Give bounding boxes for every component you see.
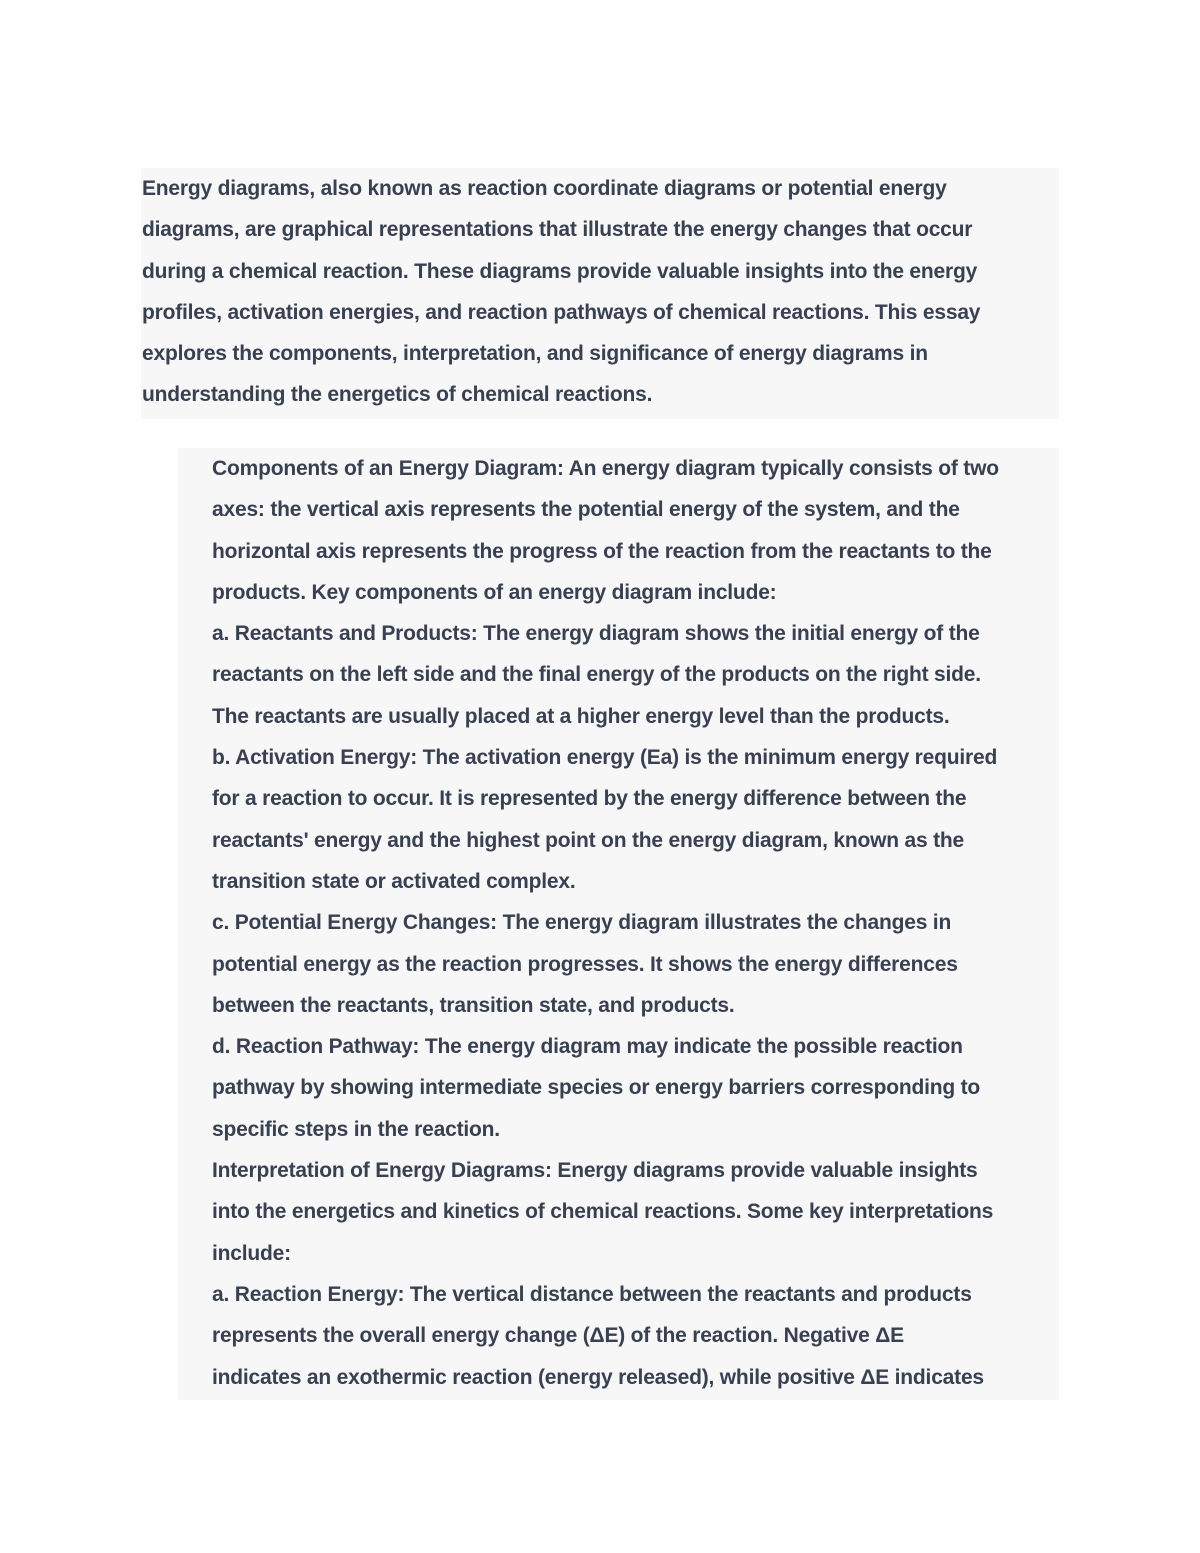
list-line: reactants' energy and the highest point on the energy diagram, known as the xyxy=(212,828,964,852)
list-line: pathway by showing intermediate species or energy barriers corresponding to xyxy=(212,1076,981,1100)
list-line: d. Reaction Pathway: The energy diagram may indicate the possible reaction xyxy=(212,1035,963,1059)
list-line: a. Reactants and Products: The energy diagram shows the initial energy of the xyxy=(212,622,980,646)
list-line: b. Activation Energy: The activation energy (Ea) is the minimum energy required xyxy=(212,746,998,770)
list-line: include: xyxy=(212,1241,291,1265)
list-line: reactants on the left side and the final energy of the products on the right side. xyxy=(212,663,981,687)
indented-list-block xyxy=(178,448,1059,1400)
list-line: indicates an exothermic reaction (energy released), while positive ΔE indicates xyxy=(212,1365,984,1389)
list-line: axes: the vertical axis represents the potential energy of the system, and the xyxy=(212,498,960,522)
list-line: Interpretation of Energy Diagrams: Energy diagrams provide valuable insights xyxy=(212,1159,978,1183)
list-line: for a reaction to occur. It is represented by the energy difference between the xyxy=(212,787,967,811)
intro-line: diagrams, are graphical representations that illustrate the energy changes that occur xyxy=(142,218,973,242)
list-line: Components of an Energy Diagram: An energy diagram typically consists of two xyxy=(212,457,999,480)
list-line: into the energetics and kinetics of chemical reactions. Some key interpretations xyxy=(212,1200,994,1224)
list-line: c. Potential Energy Changes: The energy diagram illustrates the changes in xyxy=(212,911,952,935)
list-line: specific steps in the reaction. xyxy=(212,1117,500,1141)
list-line: products. Key components of an energy diagram include: xyxy=(212,580,777,604)
list-line: potential energy as the reaction progresses. It shows the energy differences xyxy=(212,952,958,976)
list-line: between the reactants, transition state, and products. xyxy=(212,993,735,1017)
list-line: horizontal axis represents the progress of the reaction from the reactants to the xyxy=(212,539,992,563)
intro-line: Energy diagrams, also known as reaction coordinate diagrams or potential energy xyxy=(142,177,947,200)
intro-line: explores the components, interpretation, and significance of energy diagrams in xyxy=(142,342,928,366)
list-line: represents the overall energy change (ΔE) of the reaction. Negative ΔE xyxy=(212,1324,904,1348)
intro-line: understanding the energetics of chemical reactions. xyxy=(142,383,653,407)
list-line: transition state or activated complex. xyxy=(212,869,576,893)
intro-line: profiles, activation energies, and reaction pathways of chemical reactions. This essay xyxy=(142,300,981,324)
intro-paragraph xyxy=(141,168,1059,419)
intro-line: during a chemical reaction. These diagrams provide valuable insights into the energy xyxy=(142,259,978,283)
list-line: The reactants are usually placed at a higher energy level than the products. xyxy=(212,704,950,728)
list-line: a. Reaction Energy: The vertical distance between the reactants and products xyxy=(212,1282,972,1306)
